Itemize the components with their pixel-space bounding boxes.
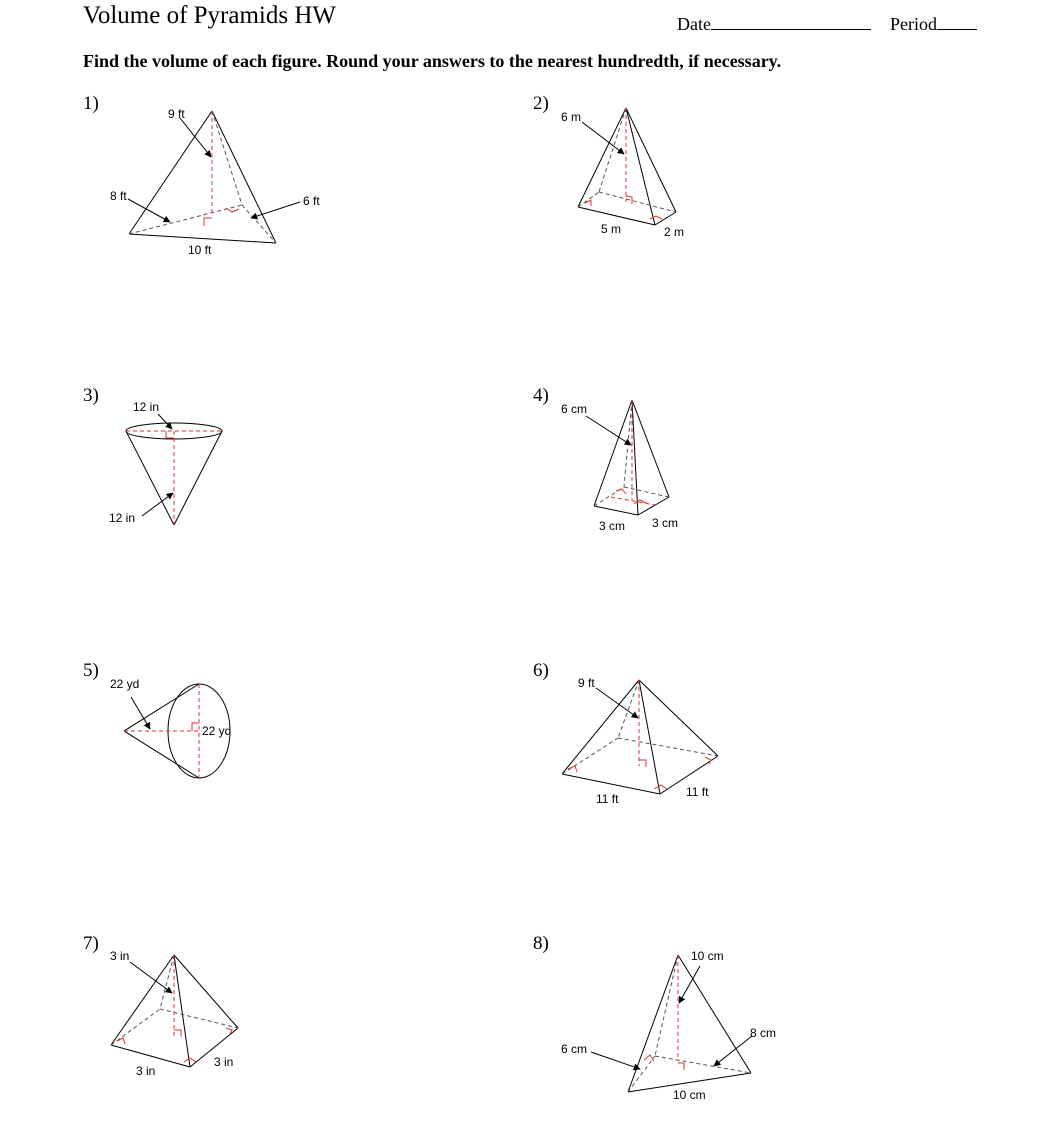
date-label: Date <box>677 14 711 34</box>
figure-1-label: 8 ft <box>110 189 127 203</box>
figure-7-label: 3 in <box>214 1055 234 1069</box>
problem-number: 6) <box>533 660 549 681</box>
figure-1-label: 9 ft <box>168 107 185 121</box>
problem-number: 1) <box>83 93 99 114</box>
figure-4-square-pyramid <box>586 400 669 515</box>
figure-7-square-pyramid <box>111 955 238 1067</box>
figure-1-triangular-pyramid <box>128 111 300 243</box>
instructions: Find the volume of each figure. Round your answers to the nearest hundredth, if necessary. <box>83 51 782 71</box>
figure-5-label: 22 yd <box>202 724 232 738</box>
figure-2-label: 6 m <box>561 110 582 124</box>
figure-3-cone <box>126 414 222 525</box>
figure-8-triangular-pyramid <box>591 955 752 1092</box>
figure-2-rectangular-pyramid <box>578 108 676 225</box>
figure-7-label: 3 in <box>136 1064 156 1078</box>
period-label: Period <box>890 14 937 34</box>
figure-6-label: 11 ft <box>686 785 709 799</box>
figure-8-label: 10 cm <box>673 1088 706 1102</box>
problem-number: 3) <box>83 385 99 406</box>
figure-6-label: 11 ft <box>596 792 619 806</box>
figure-4-label: 6 cm <box>561 402 588 416</box>
figure-1-label: 6 ft <box>303 194 320 208</box>
figure-8-label: 6 cm <box>561 1042 588 1056</box>
figure-6-label: 9 ft <box>578 676 595 690</box>
problem-number: 8) <box>533 933 549 954</box>
problem-number: 5) <box>83 660 99 681</box>
figure-8-label: 8 cm <box>750 1026 777 1040</box>
figure-7-label: 3 in <box>110 949 130 963</box>
problem-number: 4) <box>533 385 549 406</box>
figure-5-label: 22 yd <box>110 677 140 691</box>
figure-4-label: 3 cm <box>599 519 626 533</box>
worksheet-title: Volume of Pyramids HW <box>83 2 336 29</box>
problem-number: 7) <box>83 933 99 954</box>
figure-2-label: 5 m <box>601 222 622 236</box>
figure-4-label: 3 cm <box>652 516 679 530</box>
problem-number: 2) <box>533 93 549 114</box>
figure-6-square-pyramid <box>562 680 718 794</box>
figure-2-label: 2 m <box>664 225 685 239</box>
figure-1-label: 10 ft <box>188 243 212 257</box>
figure-3-label: 12 in <box>109 511 136 525</box>
figure-8-label: 10 cm <box>691 949 724 963</box>
figure-3-label: 12 in <box>133 400 160 414</box>
